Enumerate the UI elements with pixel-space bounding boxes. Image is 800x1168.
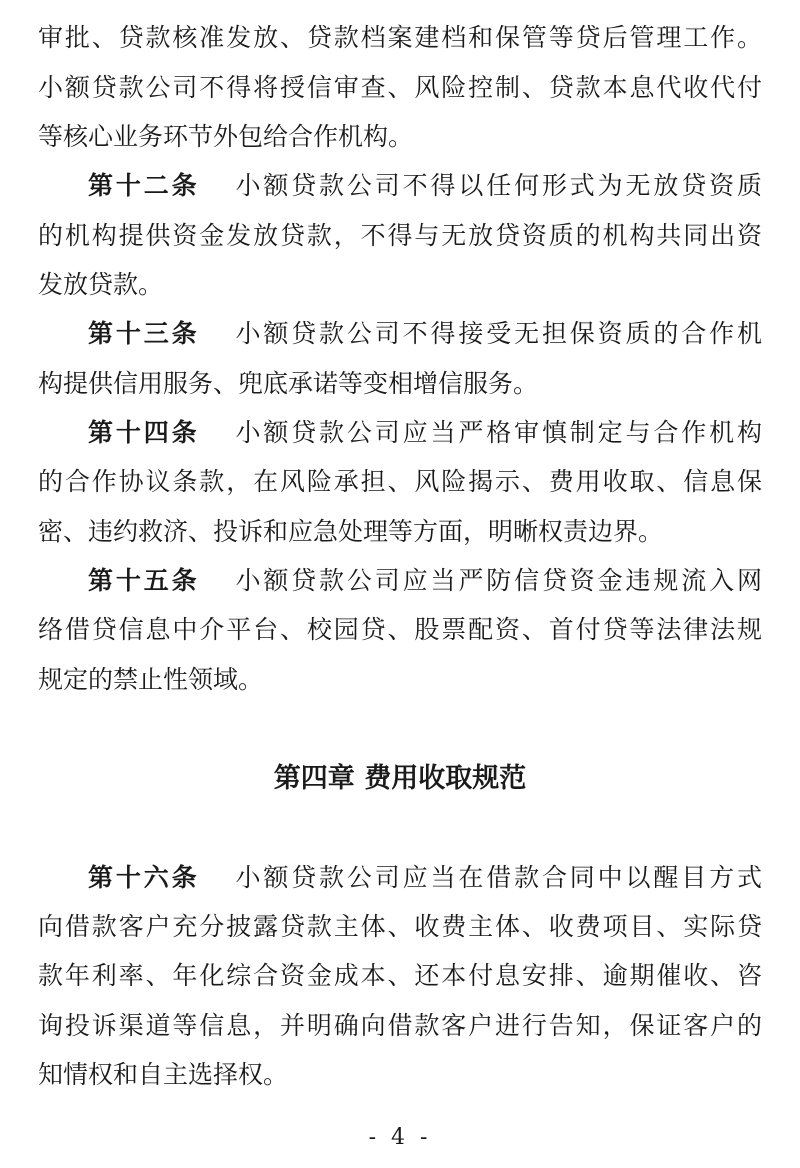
article-first-line (88, 318, 762, 350)
text-line: 密、违约救济、投诉和应急处理等方面，明晰权责边界。 (38, 517, 664, 546)
text-line: 络借贷信息中介平台、校园贷、股票配资、首付贷等法律法规 (38, 615, 762, 644)
chapter-heading: 第四章 费用收取规范 (273, 763, 527, 794)
text-line: 小额贷款公司不得以任何形式为无放贷资质 (235, 171, 762, 200)
text-line: 构提供信用服务、兜底承诺等变相增信服务。 (38, 369, 539, 398)
text-line: 发放贷款。 (38, 270, 164, 299)
page-number: - 4 - (368, 1125, 432, 1150)
text-line: 知情权和自主选择权。 (38, 1060, 289, 1089)
text-line: 小额贷款公司应当严防信贷资金违规流入网 (235, 566, 762, 595)
text-line: 询投诉渠道等信息，并明确向借款客户进行告知，保证客户的 (38, 1011, 762, 1040)
text-line: 小额贷款公司应当在借款合同中以醒目方式 (235, 863, 762, 892)
text-line: 小额贷款公司不得将授信审查、风险控制、贷款本息代收代付 (38, 73, 762, 102)
text-line: 等核心业务环节外包给合作机构。 (38, 122, 414, 151)
article-number: 第十二条 (88, 171, 200, 200)
text-line: 向借款客户充分披露贷款主体、收费主体、收费项目、实际贷 (38, 912, 762, 941)
text-line: 的机构提供资金发放贷款，不得与无放贷资质的机构共同出资 (38, 221, 762, 250)
text-line: 小额贷款公司不得接受无担保资质的合作机 (235, 319, 762, 348)
article-first-line (88, 862, 762, 894)
text-line: 小额贷款公司应当严格审慎制定与合作机构 (235, 418, 762, 447)
text-line: 的合作协议条款，在风险承担、风险揭示、费用收取、信息保 (38, 467, 762, 496)
article-first-line (88, 417, 762, 449)
article-number: 第十五条 (88, 566, 200, 595)
article-number: 第十六条 (88, 863, 200, 892)
text-line: 审批、贷款核准发放、贷款档案建档和保管等贷后管理工作。 (38, 23, 762, 52)
text-line: 规定的禁止性领域。 (38, 665, 264, 694)
text-line: 款年利率、年化综合资金成本、还本付息安排、逾期催收、咨 (38, 961, 762, 990)
article-number: 第十四条 (88, 418, 200, 447)
article-first-line (88, 565, 762, 597)
article-first-line (88, 170, 762, 202)
article-number: 第十三条 (88, 319, 200, 348)
